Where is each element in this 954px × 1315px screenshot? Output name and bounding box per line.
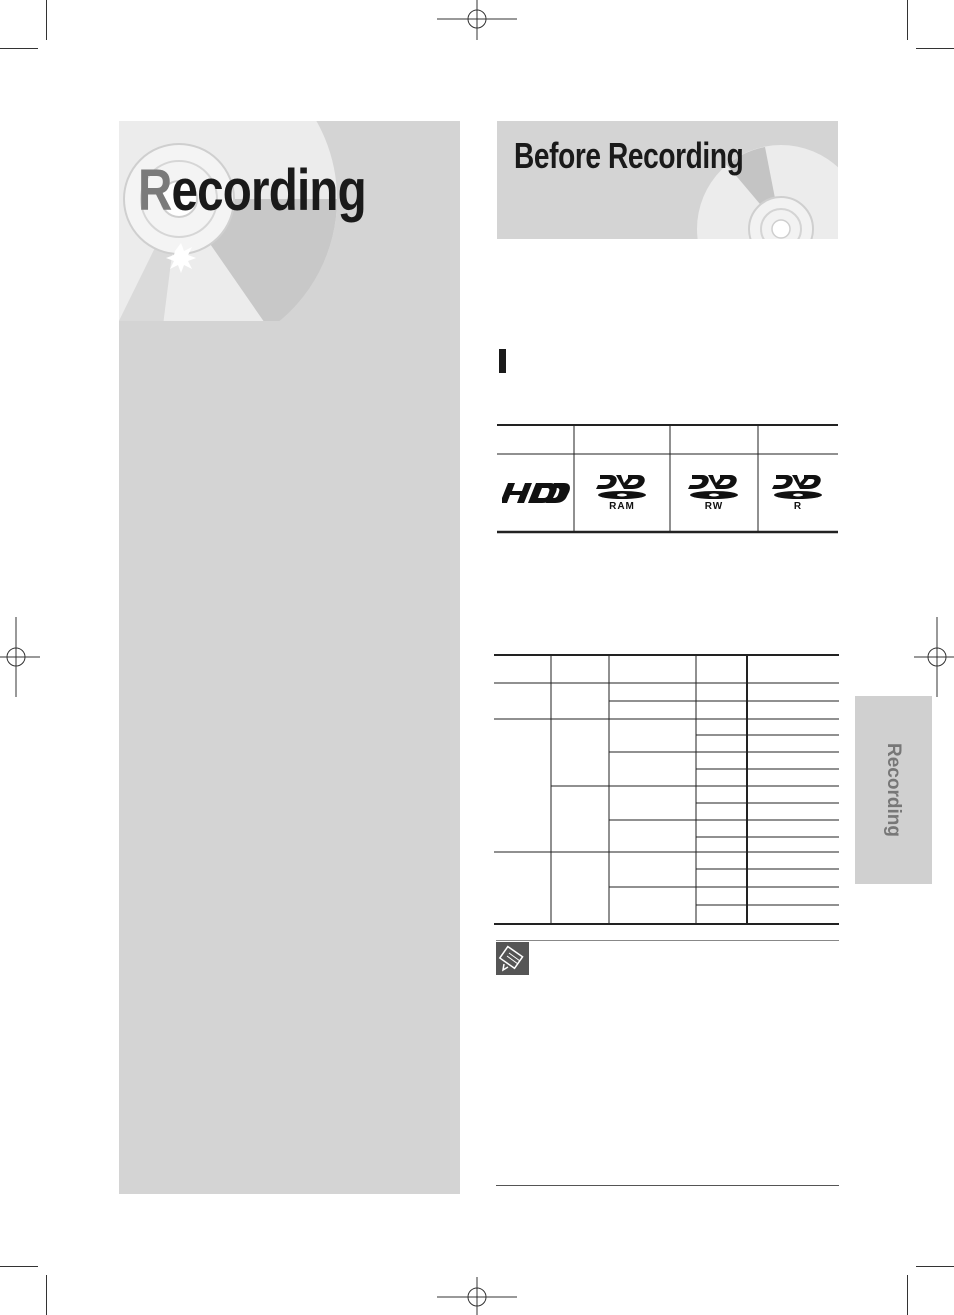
media-logo-sub-label: RAM xyxy=(609,501,635,512)
media-logo-sub-label: RW xyxy=(704,501,724,512)
crop-mark xyxy=(916,48,954,49)
crop-mark xyxy=(46,1275,47,1315)
media-logo-table xyxy=(497,424,838,534)
crop-mark xyxy=(0,48,38,49)
registration-mark-icon xyxy=(914,617,954,697)
chapter-title xyxy=(138,158,366,223)
recording-mode-table-grid xyxy=(494,654,839,926)
dvd-logo-icon xyxy=(772,474,824,500)
media-logo-dvd-r xyxy=(758,454,838,532)
section-title: Before Recording xyxy=(514,135,744,176)
crop-mark xyxy=(46,0,47,40)
section-marker xyxy=(499,349,506,373)
media-logo-sub-label: R xyxy=(793,501,803,512)
media-logo-hdd xyxy=(497,454,574,532)
side-chapter-tab xyxy=(855,696,932,884)
hdd-logo-icon xyxy=(502,481,570,505)
chapter-title-first-letter: R xyxy=(138,158,172,223)
crop-mark xyxy=(907,0,908,40)
crop-mark xyxy=(916,1266,954,1267)
recording-mode-table xyxy=(494,654,839,926)
registration-mark-icon xyxy=(437,0,517,40)
chapter-title-rest: ecording xyxy=(171,158,366,223)
registration-mark-icon xyxy=(0,617,40,697)
note-divider xyxy=(496,940,839,941)
media-logo-dvd-rw xyxy=(670,454,758,532)
chapter-panel xyxy=(119,121,460,1194)
registration-mark-icon xyxy=(437,1277,517,1315)
side-tab-label: Recording xyxy=(883,743,904,837)
crop-mark xyxy=(907,1275,908,1315)
crop-mark xyxy=(0,1266,38,1267)
dvd-logo-icon xyxy=(596,474,648,500)
media-logo-dvd-ram xyxy=(574,454,670,532)
page-bottom-rule xyxy=(496,1185,839,1186)
note-pencil-icon xyxy=(496,942,529,975)
dvd-logo-icon xyxy=(688,474,740,500)
